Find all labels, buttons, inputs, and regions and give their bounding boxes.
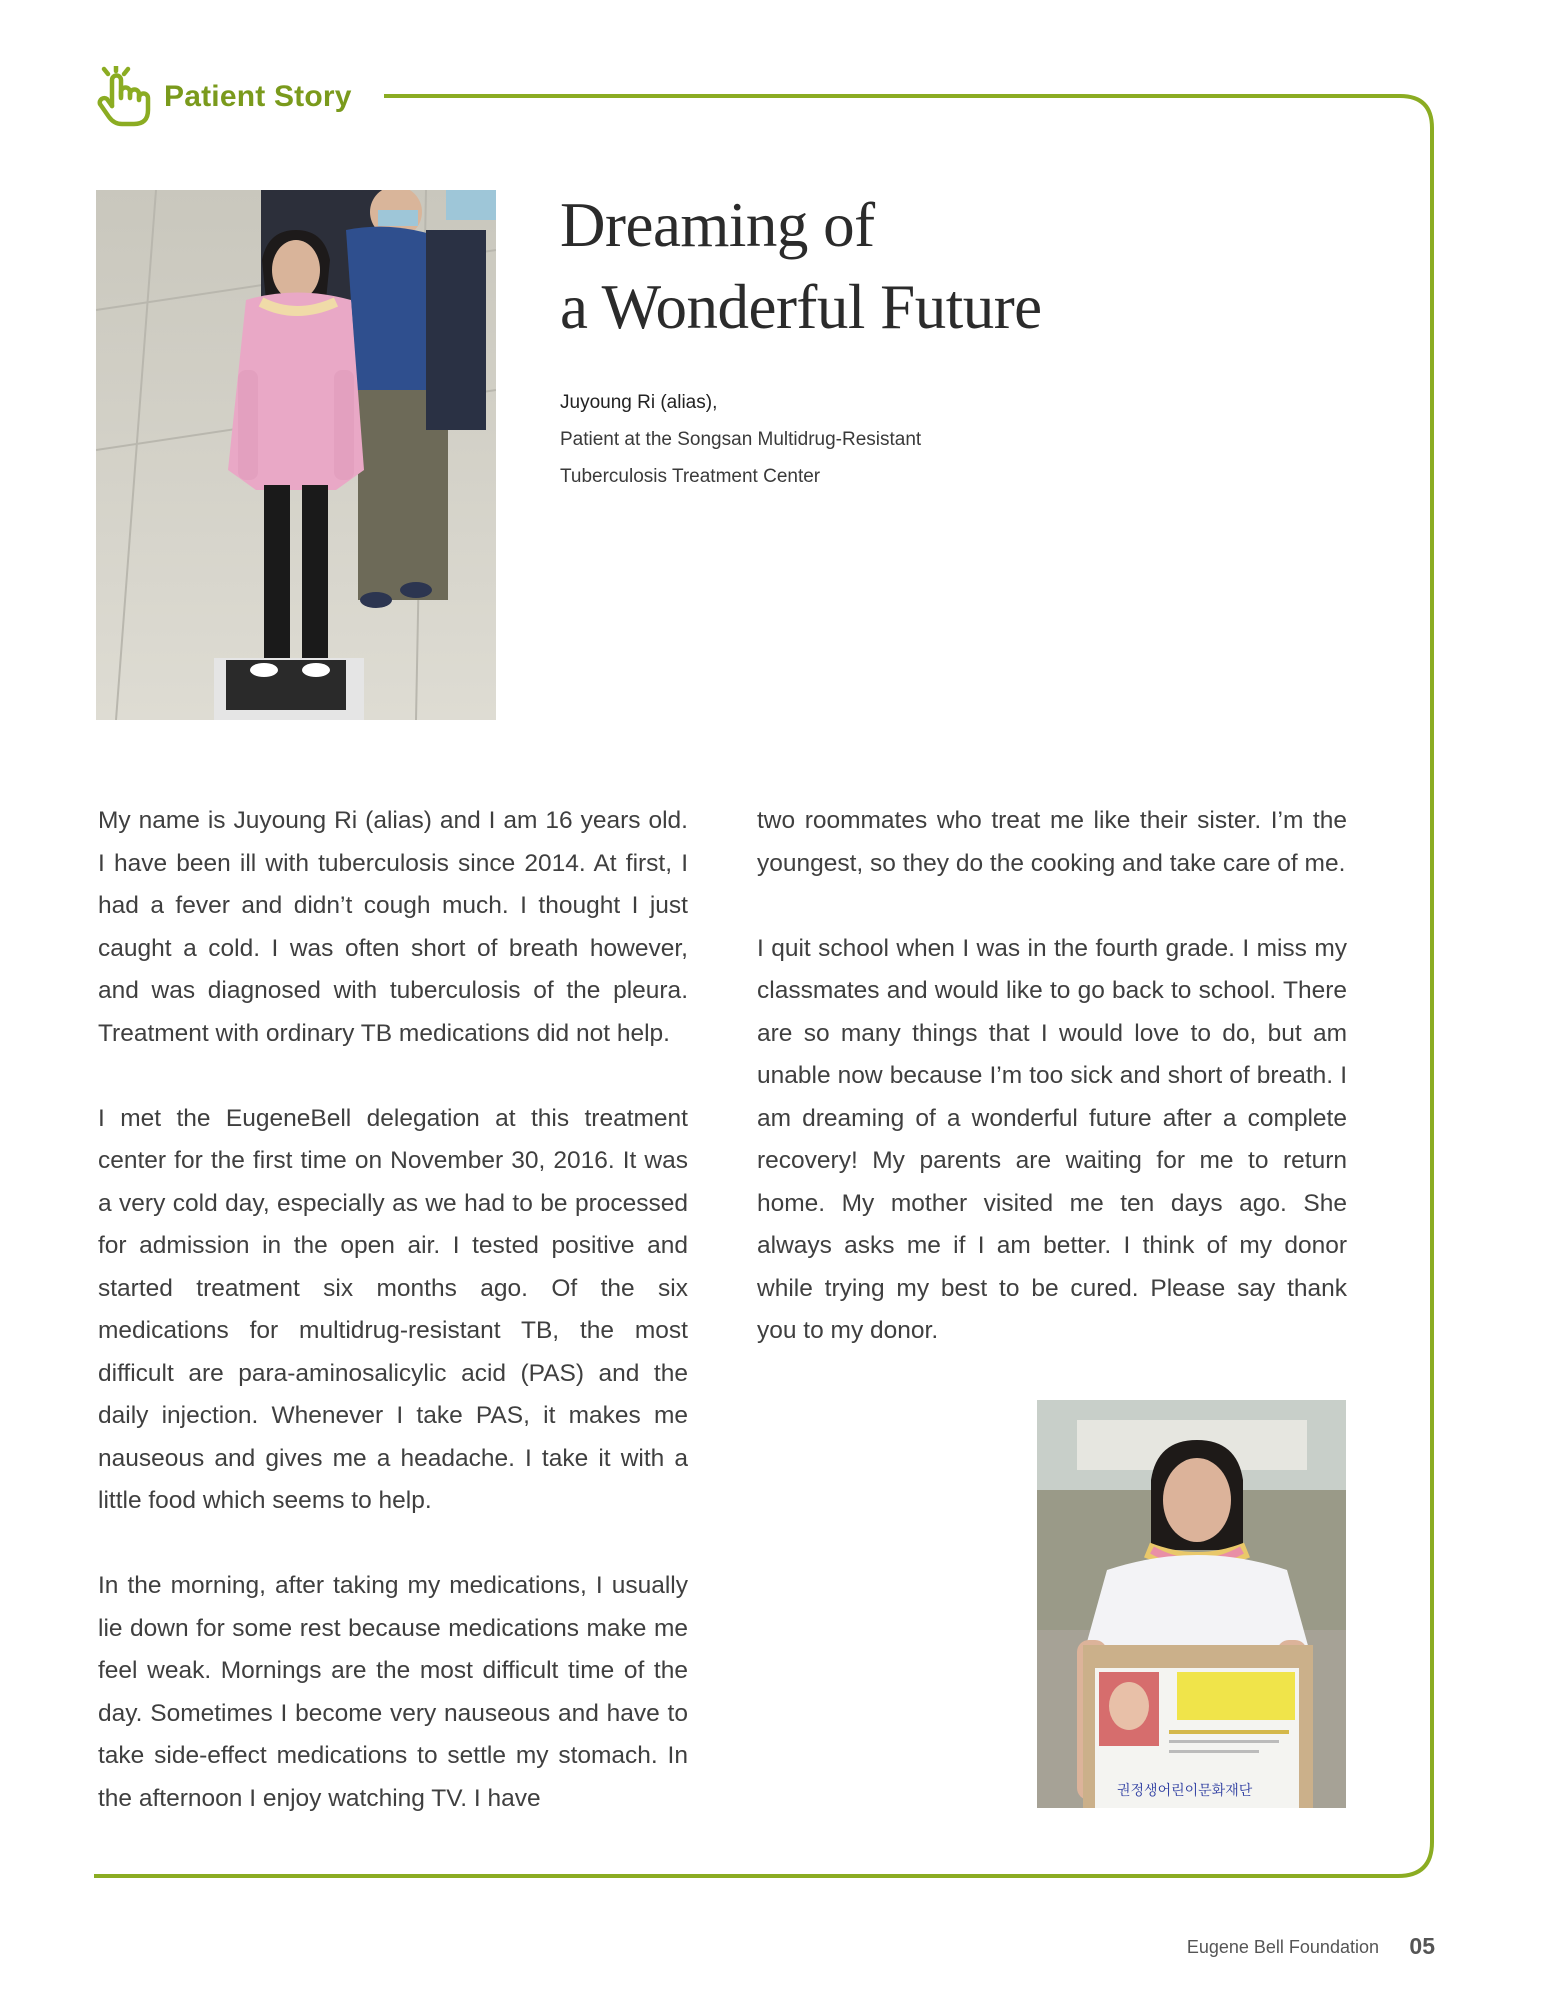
pointing-hand-icon bbox=[94, 66, 154, 130]
byline bbox=[560, 384, 1060, 495]
patient-photo-standing bbox=[96, 190, 496, 720]
paragraph: My name is Juyoung Ri (alias) and I am 16 years old. I have been ill with tuberculosis since 2014. At first, I had a fever and didn’t cough much. I thought I just caught a cold. I was often short of breath however, and was diagnosed with tuberculosis of the pleura. Treatment with ordinary TB medications did not help. bbox=[98, 807, 688, 1047]
title-line-1: Dreaming of bbox=[560, 190, 875, 260]
byline-role-2: Tuberculosis Treatment Center bbox=[560, 466, 821, 487]
body-column-left bbox=[98, 800, 688, 1863]
body-column-right bbox=[757, 800, 1347, 1395]
page-number: 05 bbox=[1409, 1933, 1435, 1959]
paragraph: I met the EugeneBell delegation at this treatment center for the first time on November 30, 2016. It was a very cold day, especially as we had to be processed for admission in the open air. I tested positive and started treatment six months ago. Of the six medications for multidrug-resistant TB, the most difficult are para-aminosalicylic acid (PAS) and the daily injection. Whenever I take PAS, it makes me nauseous and gives me a headache. I take it with a little food which seems to help. bbox=[98, 1104, 688, 1514]
paragraph: I quit school when I was in the fourth grade. I miss my classmates and would like to go back to school. There are so many things that I would love to do, but am unable now because I’m too sick and short of breath. I am dreaming of a wonderful future after a complete recovery! My parents are waiting for me to return home. My mother visited me ten days ago. She always asks me if I am better. I think of my donor while trying my best to be cured. Please say thank you to my donor. bbox=[757, 934, 1347, 1344]
section-label: Patient Story bbox=[164, 80, 352, 113]
byline-name: Juyoung Ri (alias), bbox=[560, 392, 718, 413]
footer-organization: Eugene Bell Foundation bbox=[1186, 1937, 1379, 1957]
paragraph: In the morning, after taking my medications, I usually lie down for some rest because medications make me feel weak. Mornings are the most difficult time of the day. Sometimes I become very nauseous and have to take side-effect medications to settle my stomach. In the afternoon I enjoy watching TV. I have bbox=[98, 1572, 688, 1812]
title-line-2: a Wonderful Future bbox=[560, 272, 1042, 342]
article-title bbox=[560, 184, 1260, 348]
byline-role-1: Patient at the Songsan Multidrug-Resistant bbox=[560, 429, 922, 450]
paragraph: two roommates who treat me like their sister. I’m the youngest, so they do the cooking and take care of me. bbox=[757, 807, 1347, 877]
patient-photo-with-box bbox=[1037, 1400, 1346, 1808]
box-label: 권정생어린이문화재단 bbox=[1117, 1783, 1253, 1799]
section-header bbox=[94, 64, 1454, 134]
